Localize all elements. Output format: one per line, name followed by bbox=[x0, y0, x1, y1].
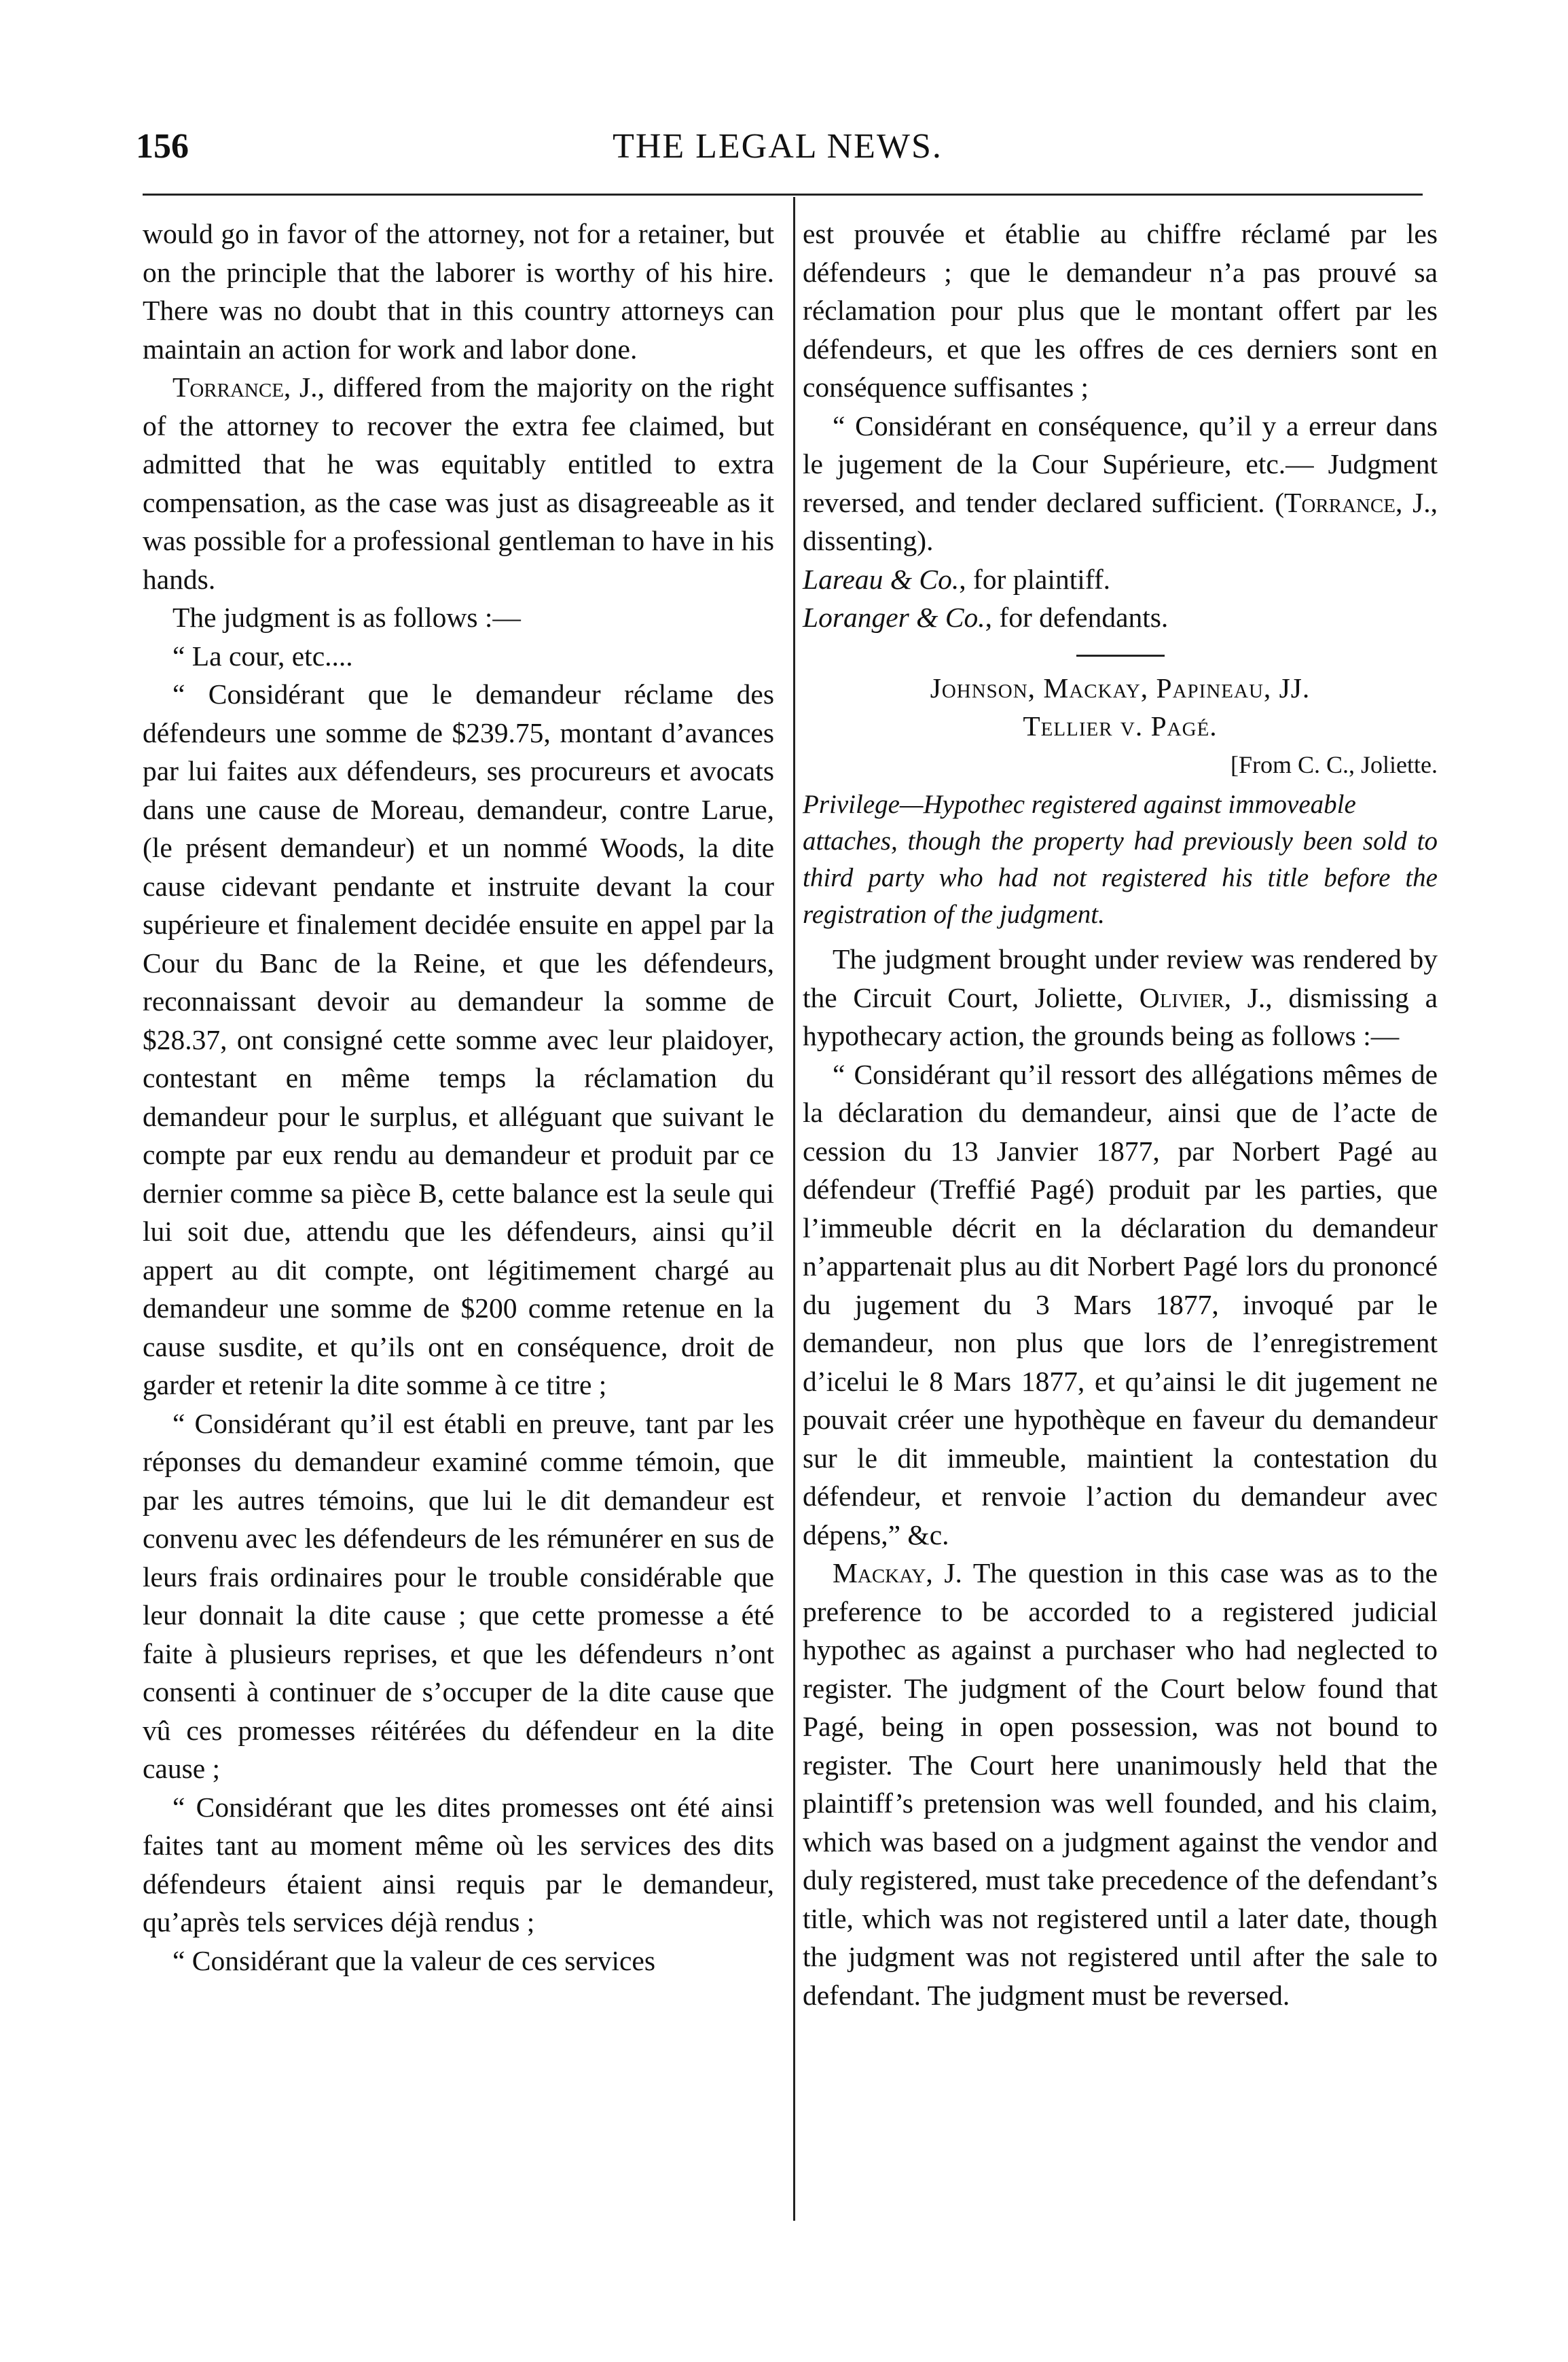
judge-name: Torrance bbox=[172, 371, 284, 403]
paragraph-text: , J., dissenting). bbox=[803, 486, 1438, 556]
page-number: 156 bbox=[136, 127, 189, 166]
paragraph-text: , J., dismissing a hypothecary action, the grounds being as follows :— bbox=[803, 981, 1438, 1051]
right-column bbox=[803, 215, 1438, 2014]
paragraph: est prouvée et établie au chiffre réclamé par les défendeurs ; que le demandeur n’a pas prouvé sa réclamation pour plus que le montant offert par les défendeurs, et que les offres de ces derniers sont en conséquence suffisantes ; bbox=[803, 218, 1438, 403]
judge-name: Mackay bbox=[833, 1557, 926, 1588]
bench-judges: Johnson, Mackay, Papineau, JJ. bbox=[930, 672, 1311, 704]
left-column bbox=[143, 215, 774, 1980]
paragraph: “ Considérant qu’il est établi en preuve, tant par les réponses du demandeur examiné comme témoin, que par les autres témoins, que lui le dit demandeur est convenu avec les défendeurs de les rémunérer en sus de leurs frais ordinaires pour le trouble considérable que leur donnait la dite cause ; que cette promesse a été faite à plusieurs reprises, et que les défendeurs n’ont consenti à continuer de s’occuper de la dite cause que vû ces promesses réitérées du défendeur en la dite cause ; bbox=[143, 1407, 774, 1784]
paragraph-text: The judgment brought under review was rendered by the Circuit Court, Joliette, bbox=[803, 943, 1438, 1013]
counsel-role: , for plaintiff. bbox=[959, 563, 1111, 595]
paragraph-text: , J., differed from the majority on the right of the attorney to recover the extra fee claimed, but admitted that he was equitably entitled to extra compensation, as the case was just as disagreeable as it was possible for a professional gentleman to have in his hands. bbox=[143, 371, 774, 595]
headnote-lead: Privilege—Hypothec registered against immoveable bbox=[803, 790, 1356, 819]
court-origin: [From C. C., Joliette. bbox=[1230, 750, 1438, 778]
header-rule bbox=[143, 194, 1423, 196]
journal-title: THE LEGAL NEWS. bbox=[613, 127, 943, 166]
counsel-role: , for defendants. bbox=[985, 602, 1169, 633]
paragraph: “ Considérant que le demandeur réclame des défendeurs une somme de $239.75, montant d’avances par lui faites aux défendeurs, ses procureurs et avocats dans une cause de Moreau, demandeur, contre Larue, (le présent demandeur) et un nommé Woods, la dite cause cidevant pendante et instruite devant la cour supérieure et finalement decidée ensuite en appel par la Cour du Banc de la Reine, et que les défendeurs, reconnaissant devoir au demandeur la somme de $28.37, ont consigné cette somme avec leur plaidoyer, contestant en même temps la réclamation du demandeur pour le surplus, et alléguant que suivant le compte par eux rendu au demandeur et produit par ce dernier comme sa pièce B, cette balance est la seule qui lui soit due, attendu que les défendeurs, ainsi qu’il appert au dit compte, ont légitimement chargé au demandeur une somme de $200 comme retenue en la cause susdite, et qu’ils ont en conséquence, droit de garder et retenir la dite somme à ce titre ; bbox=[143, 678, 774, 1400]
counsel-line bbox=[803, 560, 1438, 599]
paragraph-text: , J. The question in this case was as to the preference to be accorded to a registered judicial hypothec as against a purchaser who had neglected to register. The judgment of the Court below found that Pagé, being in open possession, was not bound to register. The Court here unanimously held that the plaintiff’s pretension was well founded, and his claim, which was based on a judgment against the vendor and duly registered, must take precedence of the defendant’s title, which was not registered until a later date, though the judgment was not registered until after the sale to defendant. The judgment must be reversed. bbox=[803, 1557, 1438, 2011]
running-head bbox=[136, 126, 1419, 187]
paragraph: would go in favor of the attorney, not for a retainer, but on the principle that the laborer is worthy of his hire. There was no doubt that in this country attorneys can maintain an action for work and labor done. bbox=[143, 218, 774, 365]
case-title: Tellier v. Pagé. bbox=[1023, 710, 1218, 742]
paragraph bbox=[803, 940, 1438, 1055]
counsel-line bbox=[803, 598, 1438, 637]
paragraph bbox=[803, 1554, 1438, 2014]
counsel-name: Loranger & Co. bbox=[803, 602, 985, 633]
paragraph-text: “ Considérant en conséquence, qu’il y a erreur dans le jugement de la Cour Supérieure, etc.— Judgment reversed, and tender declared sufficient. ( bbox=[803, 410, 1438, 518]
judge-name: Olivier bbox=[1139, 981, 1224, 1013]
paragraph: “ Considérant que les dites promesses ont été ainsi faites tant au moment même où les services des dits défendeurs étaient ainsi requis par le demandeur, qu’après tels services déjà rendus ; bbox=[143, 1791, 774, 1938]
column-divider bbox=[793, 197, 795, 2221]
paragraph: “ Considérant que la valeur de ces services bbox=[172, 1944, 655, 1976]
headnote-body: attaches, though the property had previously been sold to third party who had not registered his title before the registration of the judgment. bbox=[803, 826, 1438, 929]
paragraph bbox=[803, 407, 1438, 560]
paragraph: “ Considérant qu’il ressort des allégations mêmes de la déclaration du demandeur, ainsi que de l’acte de cession du 13 Janvier 1877, par Norbert Pagé au défendeur (Treffié Pagé) produit par les parties, que l’immeuble décrit en la déclaration du demandeur n’appartenait plus au dit Norbert Pagé lors du prononcé du jugement du 3 Mars 1877, invoqué par le demandeur, non plus que lors de l’enregistrement d’icelui le 8 Mars 1877, et qu’ainsi le dit jugement ne pouvait créer une hypothèque en faveur du demandeur sur le dit immeuble, maintient la contestation du défendeur, et renvoie l’action du demandeur avec dépens,” &c. bbox=[803, 1058, 1438, 1550]
section-divider bbox=[1076, 655, 1165, 657]
paragraph: “ La cour, etc.... bbox=[172, 640, 353, 672]
headnote bbox=[803, 786, 1438, 933]
paragraph bbox=[143, 368, 774, 598]
counsel-name: Lareau & Co. bbox=[803, 563, 960, 595]
judge-name: Torrance bbox=[1284, 486, 1396, 518]
paragraph: The judgment is as follows :— bbox=[172, 602, 521, 633]
